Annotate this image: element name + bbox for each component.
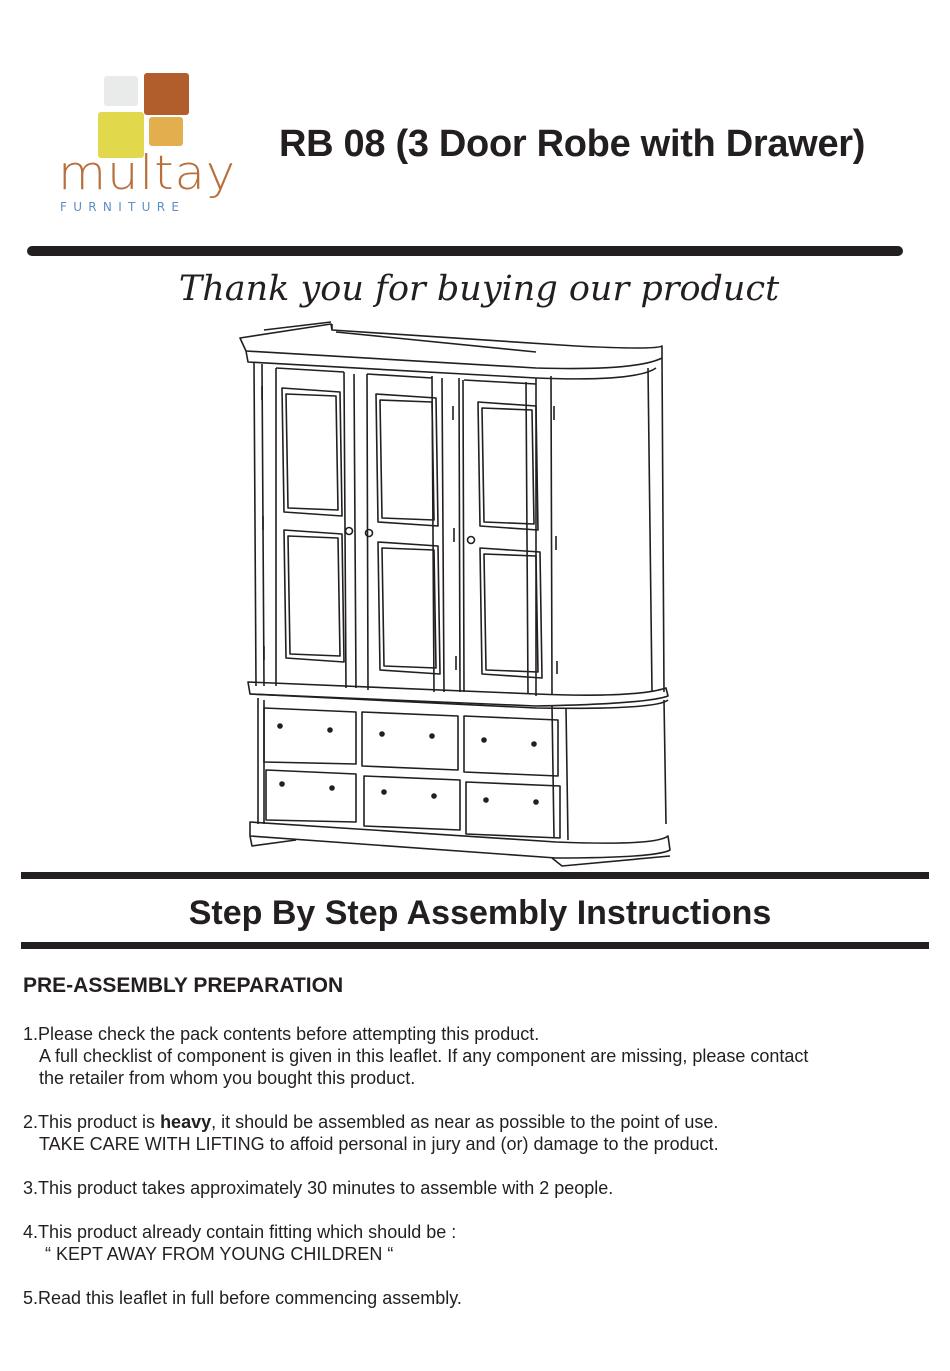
step-4 bbox=[23, 1221, 933, 1265]
section-divider-bottom bbox=[21, 942, 929, 949]
step-5 bbox=[23, 1287, 933, 1309]
step-1-line-2: A full checklist of component is given in this leaflet. If any component are missing, please contact bbox=[39, 1046, 809, 1066]
step-2 bbox=[23, 1111, 933, 1155]
logo-square-orange bbox=[149, 117, 183, 146]
document-title: RB 08 (3 Door Robe with Drawer) bbox=[279, 123, 866, 165]
step-5-line-1: 5.Read this leaflet in full before commencing assembly. bbox=[23, 1288, 462, 1308]
step-3 bbox=[23, 1177, 933, 1199]
logo-wordmark: multay bbox=[58, 146, 237, 201]
logo-square-brown bbox=[144, 73, 189, 115]
logo-subtitle: FURNITURE bbox=[60, 200, 186, 214]
pre-assembly-heading: PRE-ASSEMBLY PREPARATION bbox=[23, 974, 344, 997]
step-1 bbox=[23, 1023, 933, 1089]
thank-you-tagline: Thank you for buying our product bbox=[178, 269, 780, 309]
wardrobe-illustration bbox=[236, 316, 682, 868]
step-4-line-2: “ KEPT AWAY FROM YOUNG CHILDREN “ bbox=[45, 1244, 394, 1264]
step-4-line-1: 4.This product already contain fitting which should be : bbox=[23, 1222, 457, 1242]
section-title: Step By Step Assembly Instructions bbox=[188, 894, 772, 932]
step-1-line-3: the retailer from whom you bought this product. bbox=[39, 1068, 416, 1088]
logo-square-grey bbox=[104, 76, 138, 106]
step-1-line-1: 1.Please check the pack contents before attempting this product. bbox=[23, 1024, 540, 1044]
section-divider-top bbox=[21, 872, 929, 879]
step-2-bold-word: heavy bbox=[160, 1112, 212, 1132]
step-3-line-1: 3.This product takes approximately 30 minutes to assemble with 2 people. bbox=[23, 1178, 614, 1198]
step-2-text-post: , it should be assembled as near as possible to the point of use. bbox=[211, 1112, 719, 1132]
step-2-line-1 bbox=[23, 1111, 933, 1133]
preparation-steps bbox=[23, 1023, 933, 1331]
step-2-line-2: TAKE CARE WITH LIFTING to affoid personal in jury and (or) damage to the product. bbox=[39, 1134, 719, 1154]
brand-logo bbox=[56, 70, 246, 220]
step-2-text-pre: 2.This product is bbox=[23, 1112, 161, 1132]
header-divider bbox=[27, 246, 903, 256]
